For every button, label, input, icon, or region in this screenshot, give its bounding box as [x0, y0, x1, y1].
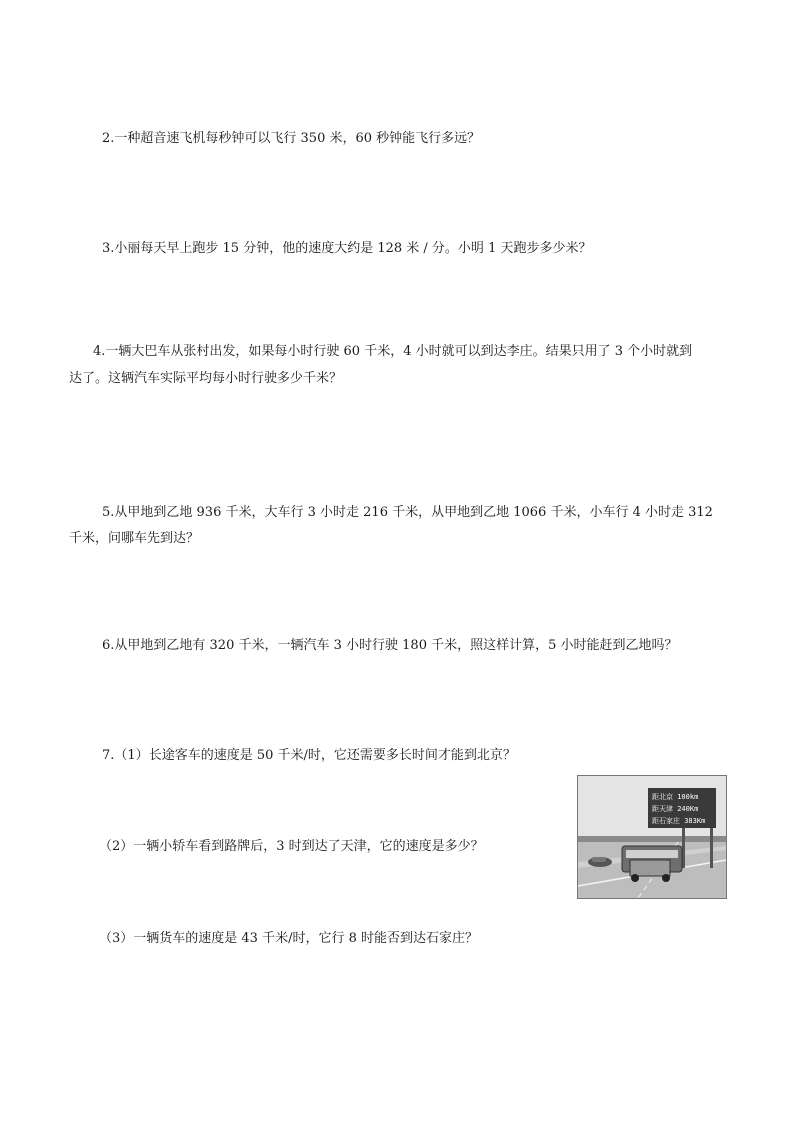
question-4-line-2 [69, 366, 342, 392]
part-text: 一辆小轿车看到路牌后，3 时到达了天津，它的速度是多少？ [133, 839, 484, 854]
question-text-continued: 千米，问哪车先到达？ [69, 531, 200, 546]
question-7-part-3 [99, 926, 478, 952]
part-text: 长途客车的速度是 50 千米/时，它还需要多长时间才能到北京？ [148, 748, 516, 763]
question-2 [102, 126, 480, 152]
question-4-line-1 [93, 339, 692, 365]
question-7-part-1 [102, 743, 516, 769]
car-icon [588, 857, 612, 867]
question-text: 从甲地到乙地有 320 千米，一辆汽车 3 小时行驶 180 千米，照这样计算，5 小时能赶到乙地吗？ [114, 638, 678, 653]
question-text: 从甲地到乙地 936 千米，大车行 3 小时走 216 千米，从甲地到乙地 1066 千米，小车行 4 小时走 312 [114, 505, 713, 520]
sign-line-tianjin: 距天津 240Km [652, 805, 699, 813]
question-number: 4. [93, 344, 106, 359]
question-7-part-2 [99, 834, 484, 860]
distance-road-sign [648, 788, 716, 828]
question-5-line-1 [102, 500, 713, 526]
question-6 [102, 633, 678, 659]
sign-line-shijiazhuang: 距石家庄 383Km [652, 817, 706, 825]
part-label: （2） [99, 839, 134, 854]
question-number: 3. [102, 241, 115, 256]
question-3 [102, 236, 591, 262]
question-number: 2. [102, 131, 115, 146]
part-label: （3） [99, 931, 134, 946]
part-label: （1） [114, 748, 149, 763]
question-number: 5. [102, 505, 115, 520]
question-number: 7. [102, 748, 115, 763]
part-text: 一辆货车的速度是 43 千米/时，它行 8 时能否到达石家庄？ [133, 931, 479, 946]
question-text-continued: 达了。这辆汽车实际平均每小时行驶多少千米？ [69, 371, 343, 386]
highway-illustration [577, 775, 727, 899]
question-text: 一种超音速飞机每秒钟可以飞行 350 米，60 秒钟能飞行多远？ [114, 131, 481, 146]
question-5-line-2 [69, 526, 199, 552]
question-text: 一辆大巴车从张村出发，如果每小时行驶 60 千米，4 小时就可以到达李庄。结果只用了 3 个小时就到 [105, 344, 693, 359]
question-number: 6. [102, 638, 115, 653]
question-text: 小丽每天早上跑步 15 分钟，他的速度大约是 128 米 / 分。小明 1 天跑步多少米？ [114, 241, 592, 256]
sign-line-beijing: 距北京 100km [652, 793, 699, 801]
